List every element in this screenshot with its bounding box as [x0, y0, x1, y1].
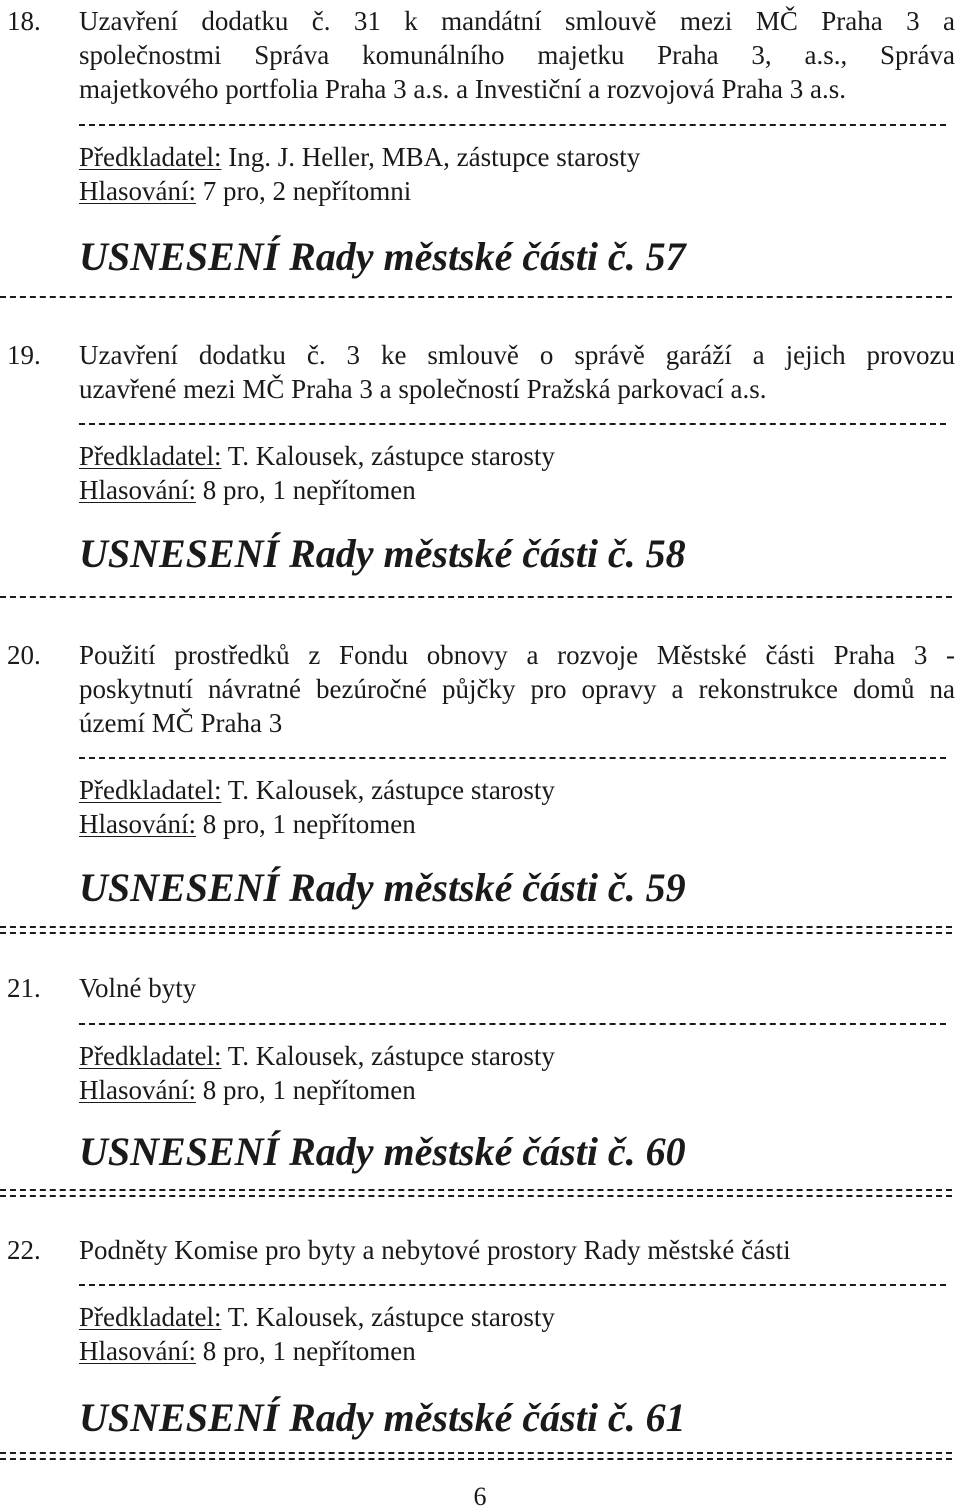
page-number: 6	[473, 1482, 487, 1511]
item-title-line: Volné byty	[79, 973, 197, 1003]
proposer-label: Předkladatel:	[79, 441, 222, 471]
vote-result: 7 pro, 2 nepřítomni	[195, 176, 412, 206]
separator-line	[79, 757, 946, 761]
resolution-heading: USNESENÍ Rady městské části č. 58	[79, 531, 686, 576]
vote-result: 8 pro, 1 nepřítomen	[195, 1075, 416, 1105]
vote-result: 8 pro, 1 nepřítomen	[195, 809, 416, 839]
proposer-label: Předkladatel:	[79, 1041, 222, 1071]
item-number: 21.	[7, 973, 41, 1003]
item-title	[79, 971, 955, 1005]
item-title	[79, 338, 955, 406]
proposer-label: Předkladatel:	[79, 142, 222, 172]
item-title-line: Použití prostředků z Fondu obnovy a rozvoje Městské části Praha 3 -	[79, 640, 955, 670]
proposer-name: T. Kalousek, zástupce starosty	[221, 1041, 555, 1071]
separator-line	[0, 596, 952, 600]
separator-line	[79, 1284, 946, 1288]
vote-label: Hlasování:	[79, 809, 196, 839]
vote-line	[79, 473, 416, 507]
resolution-heading: USNESENÍ Rady městské části č. 57	[79, 234, 686, 279]
vote-result: 8 pro, 1 nepřítomen	[195, 475, 416, 505]
item-title-line: Uzavření dodatku č. 3 ke smlouvě o správě garáží a jejich provozu	[79, 340, 955, 370]
resolution-heading: USNESENÍ Rady městské části č. 61	[79, 1395, 686, 1440]
proposer-name: T. Kalousek, zástupce starosty	[221, 775, 555, 805]
vote-result: 8 pro, 1 nepřítomen	[195, 1336, 416, 1366]
vote-label: Hlasování:	[79, 475, 196, 505]
vote-label: Hlasování:	[79, 176, 196, 206]
double-separator-line	[0, 926, 952, 936]
proposer-line	[79, 1039, 555, 1073]
item-number: 20.	[7, 640, 41, 670]
resolution-heading: USNESENÍ Rady městské části č. 59	[79, 865, 686, 910]
separator-line	[79, 1023, 946, 1027]
item-title	[79, 638, 955, 740]
item-number: 19.	[7, 340, 41, 370]
double-separator-line	[0, 1452, 952, 1462]
item-number: 18.	[7, 6, 41, 36]
vote-label: Hlasování:	[79, 1075, 196, 1105]
resolution-heading: USNESENÍ Rady městské části č. 60	[79, 1129, 686, 1174]
item-title	[79, 4, 955, 106]
proposer-line	[79, 773, 555, 807]
item-title-line: uzavřené mezi MČ Praha 3 a společností Pražská parkovací a.s.	[79, 374, 767, 404]
proposer-label: Předkladatel:	[79, 775, 222, 805]
item-title-line: Podněty Komise pro byty a nebytové prostory Rady městské části	[79, 1235, 791, 1265]
proposer-line	[79, 140, 640, 174]
item-title-line: společnostmi Správa komunálního majetku Praha 3, a.s., Správa	[79, 40, 955, 70]
separator-line	[79, 124, 946, 128]
item-title-line: Uzavření dodatku č. 31 k mandátní smlouvě mezi MČ Praha 3 a	[79, 6, 955, 36]
vote-line	[79, 807, 416, 841]
proposer-name: T. Kalousek, zástupce starosty	[221, 441, 555, 471]
proposer-label: Předkladatel:	[79, 1302, 222, 1332]
proposer-name: T. Kalousek, zástupce starosty	[221, 1302, 555, 1332]
proposer-line	[79, 439, 555, 473]
vote-line	[79, 174, 411, 208]
item-title-line: poskytnutí návratné bezúročné půjčky pro opravy a rekonstrukce domů na	[79, 674, 955, 704]
separator-line	[79, 423, 946, 427]
vote-line	[79, 1334, 416, 1368]
item-number: 22.	[7, 1235, 41, 1265]
proposer-name: Ing. J. Heller, MBA, zástupce starosty	[221, 142, 641, 172]
vote-label: Hlasování:	[79, 1336, 196, 1366]
proposer-line	[79, 1300, 555, 1334]
separator-line	[0, 296, 952, 300]
item-title-line: majetkového portfolia Praha 3 a.s. a Investiční a rozvojová Praha 3 a.s.	[79, 74, 847, 104]
item-title	[79, 1233, 955, 1267]
item-title-line: území MČ Praha 3	[79, 708, 283, 738]
vote-line	[79, 1073, 416, 1107]
double-separator-line	[0, 1189, 952, 1199]
